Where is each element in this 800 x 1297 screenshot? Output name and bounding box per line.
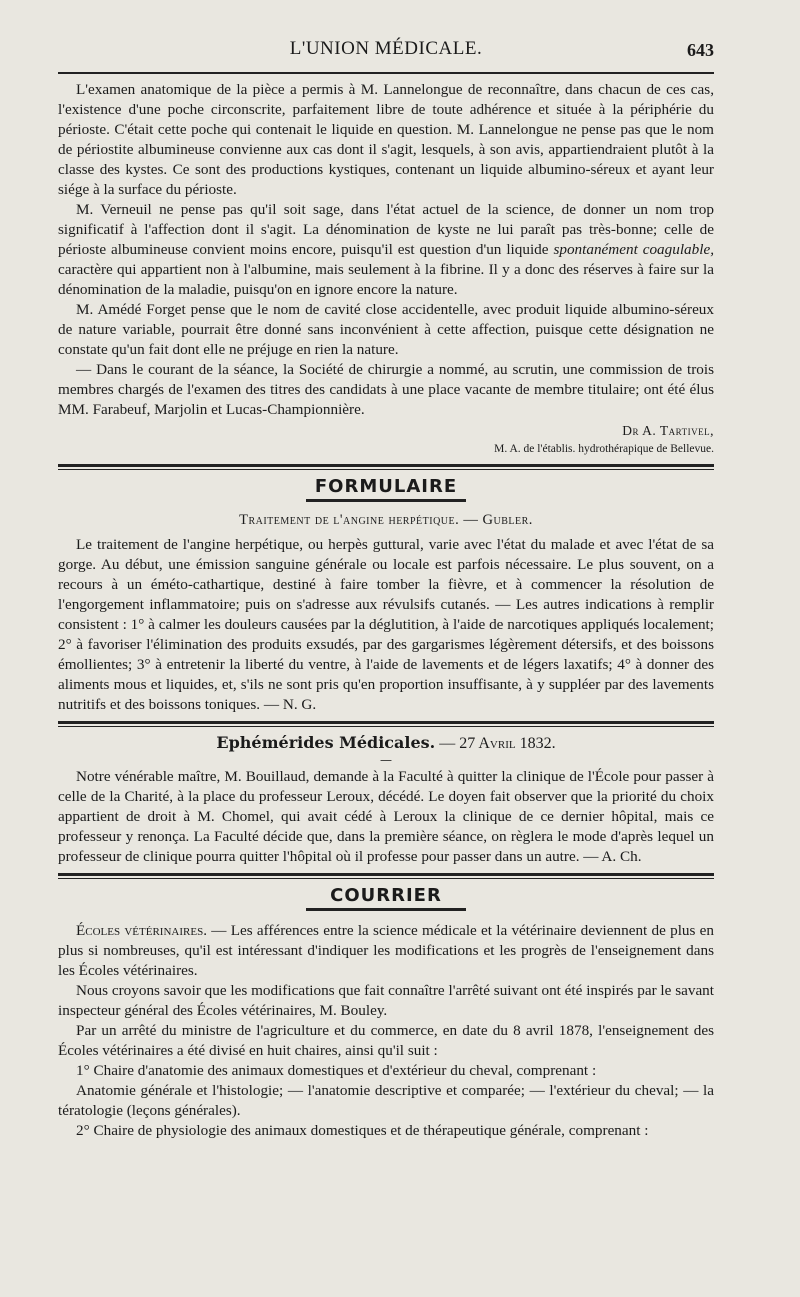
section-ephemerides <box>58 733 714 867</box>
signature <box>58 422 714 458</box>
courrier-chaire-1: 1° Chaire d'anatomie des animaux domestiques et d'extérieur du cheval, comprenant : <box>76 1062 597 1079</box>
verneuil-text-b: caractère qui appartient non à l'albumine, mais seulement à la fibrine. Il y a donc des réserves à faire sur la dénomination de la maladie, puisqu'on en ignore encore la nature. <box>58 261 714 298</box>
signature-affiliation: M. A. de l'établis. hydrothérapique de Bellevue. <box>494 443 714 455</box>
courrier-p1-text: — Les afférences entre la science médicale et la vétérinaire deviennent de plus en plus si nombreuses, qu'il est intéressant d'indiquer les modifications et les progrès de l'enseignement dans les Écoles vétérinaires. <box>58 922 714 979</box>
signature-name: Dr A. Tartivel, <box>622 423 714 438</box>
courrier-paragraph-3: Par un arrêté du ministre de l'agriculture et du commerce, en date du 8 avril 1878, l'enseignement des Écoles vétérinaires a été divisé en huit chaires, ainsi qu'il suit : <box>58 1022 714 1059</box>
courrier-paragraph-1 <box>58 921 714 981</box>
article-societe-chirurgie <box>58 80 714 458</box>
section-divider-1 <box>58 464 714 470</box>
formulaire-subtitle: Traitement de l'angine herpétique. — Gubler. <box>239 512 533 528</box>
courrier-chaire-1-detail: Anatomie générale et l'histologie; — l'anatomie descriptive et comparée; — l'extérieur du cheval; — la tératologie (leçons générales). <box>58 1082 714 1119</box>
formulaire-title-rule <box>306 499 466 502</box>
courrier-title-rule <box>306 908 466 911</box>
formulaire-title: FORMULAIRE <box>314 476 458 497</box>
formulaire-body: Le traitement de l'angine herpétique, ou herpès guttural, varie avec l'état du malade et avec l'état de sa gorge. Au début, une émission sanguine générale ou locale est parfois nécessaire. Le plus souvent, on a recours à un éméto-cathartique, destiné à faire tomber la fièvre, et à commencer la résolution de l'engorgement inflammatoire; puis on s'adresse aux révulsifs cutanés. — Les autres indications à remplir consistent : 1° à calmer les douleurs causées par la déglutition, à l'aide de narcotiques appliqués localement; 2° à favoriser l'élimination des produits exsudés, par des gargarismes légèrement détersifs, et des boissons émollientes; 3° à entretenir la liberté du ventre, à l'aide de lavements et de légers laxatifs; 4° à donner des aliments mous et liquides, et, s'ils ne sont pris qu'en proportion insuffisante, à y suppléer par des lavements nutritifs et des boissons toniques. — N. G. <box>58 536 714 713</box>
courrier-title: COURRIER <box>330 885 442 906</box>
paragraph-commission: — Dans le courant de la séance, la Société de chirurgie a nommé, au scrutin, une commission de trois membres chargés de l'examen des titres des candidats à une place vacante de membre titulaire; ont été élus MM. Farabeuf, Marjolin et Lucas-Championnière. <box>58 361 714 418</box>
courrier-paragraph-2: Nous croyons savoir que les modifications que fait connaître l'arrêté suivant ont été inspirés par le savant inspecteur général des Écoles vétérinaires, M. Bouley. <box>58 982 714 1019</box>
verneuil-italic-text: spontanément coagulable, <box>553 241 714 258</box>
ephemerides-body: Notre vénérable maître, M. Bouillaud, demande à la Faculté à quitter la clinique de l'École pour passer à celle de la Charité, à la place du professeur Leroux, décédé. Le doyen fait observer que la priorité du choix appartient de droit à M. Chomel, qui avait cédé à Leroux la clinique de ce dernier hôpital, mais ce professeur y renonça. La Faculté décide que, dans la première séance, on règlera le mode d'après lequel un professeur de clinique pourra quitter l'hôpital où il professe pour passer dans un autre. — A. Ch. <box>58 768 714 865</box>
ephemerides-heading <box>58 733 714 753</box>
section-divider-2 <box>58 721 714 727</box>
page-number: 643 <box>687 40 714 60</box>
courrier-chaire-2: 2° Chaire de physiologie des animaux domestiques et de thérapeutique générale, comprenant : <box>76 1122 649 1139</box>
header-rule <box>58 72 714 74</box>
courrier-lead: Écoles vétérinaires. <box>76 922 207 939</box>
journal-title: L'UNION MÉDICALE. <box>289 38 483 59</box>
verneuil-text-a: M. Verneuil ne pense pas qu'il soit sage, dans l'état actuel de la science, de donner un nom trop significatif à l'affection dont il s'agit. La dénomination de kyste ne lui paraît pas très-bonne; celle de périoste albumineuse convient moins encore, puisqu'il est question d'un liquide <box>58 201 714 258</box>
paragraph-verneuil <box>58 200 714 300</box>
paragraph-lannelongue: L'examen anatomique de la pièce a permis à M. Lannelongue de reconnaître, dans chacun de ces cas, l'existence d'une poche circonscrite, parfaitement libre de toute adhérence et située à la périphérie du périoste. C'était cette poche qui contenait le liquide en question. M. Lannelongue ne pense pas que le nom de périostite albumineuse convienne aux cas dont il s'agit, lesquels, à son avis, appartiendraient plutôt à la classe des kystes. Ce sont des productions kystiques, contenant un liquide albumino-séreux et ayant leur siége à la surface du périoste. <box>58 81 714 198</box>
ephemerides-dash: — <box>380 753 392 767</box>
section-divider-3 <box>58 873 714 879</box>
ephemerides-title: Ephémérides Médicales. <box>216 733 436 752</box>
section-formulaire <box>58 476 714 715</box>
ephemerides-date: — 27 Avril 1832. <box>439 735 556 752</box>
running-head <box>58 34 714 68</box>
paragraph-forget: M. Amédé Forget pense que le nom de cavité close accidentelle, avec produit liquide albumino-séreux de nature variable, pourrait être donné sans inconvénient à cette affection, puisque cette désignation ne constate qu'un fait dont elle ne préjuge en rien la nature. <box>58 301 714 358</box>
section-courrier <box>58 885 714 1141</box>
